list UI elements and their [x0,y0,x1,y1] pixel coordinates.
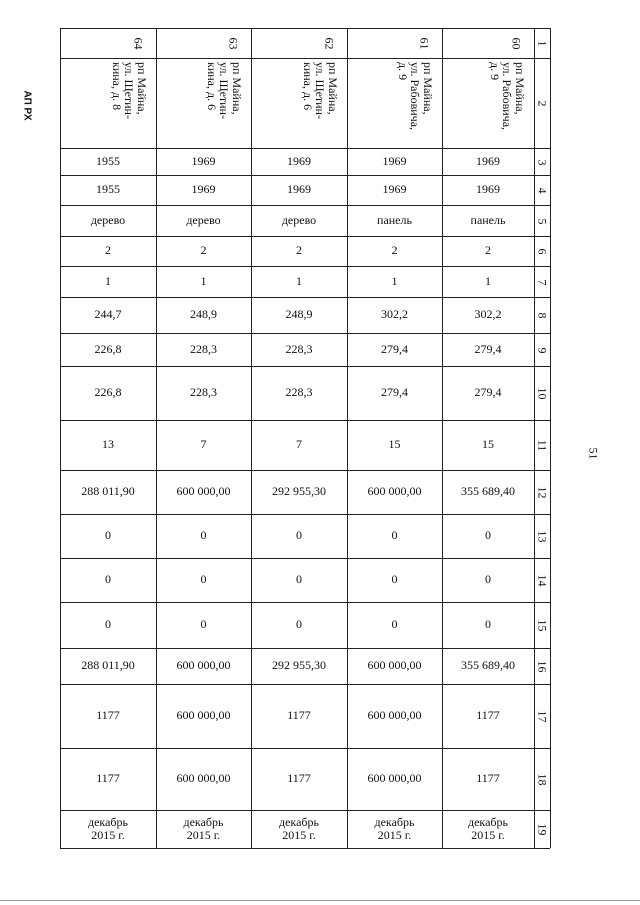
column-number-13: 13 [535,530,550,543]
table-cell: 7 [296,437,302,452]
table-cell: 226,8 [94,385,122,400]
table-cell: 1955 [96,153,120,168]
record-address: рп Майна, ул. Щетин- кина, д. 6 [300,62,340,119]
table-cell: 244,7 [94,307,122,322]
column-number-15: 15 [535,619,550,632]
table-cell: 228,3 [190,341,217,356]
table-cell: 0 [105,572,111,587]
table-cell: 355 689,40 [461,484,515,499]
column-number-18: 18 [535,773,550,786]
record-id: 63 [226,37,241,50]
table-cell: 1 [296,273,302,288]
table-cell: 1969 [191,153,216,168]
table-cell: 0 [485,528,491,543]
table-cell: 1 [391,273,398,288]
table-cell: дерево [90,212,126,227]
column-number-12: 12 [535,486,550,499]
column-number-16: 16 [535,660,550,673]
column-number-5: 5 [535,218,550,224]
column-number-10: 10 [535,387,550,400]
table-cell: дерево [186,212,221,227]
table-cell: 7 [200,437,207,452]
table-cell: 600 000,00 [176,658,231,673]
table-cell: 0 [485,617,491,632]
table-cell: декабрь 2015 г. [374,814,415,842]
column-number-14: 14 [535,574,550,587]
table-cell: 0 [200,617,207,632]
table-cell: 1969 [287,182,311,197]
record-id: 64 [131,37,146,50]
table-cell: панель [470,212,506,227]
table-cell: 1 [485,273,491,288]
column-number-11: 11 [535,439,550,452]
table-cell: декабрь 2015 г. [183,814,224,842]
grid-line [550,28,551,848]
table-cell: 292 955,30 [272,484,326,499]
table-cell: дерево [281,212,317,227]
column-number-1: 1 [535,40,550,47]
table-cell: 302,2 [474,307,502,322]
record-address: рп Майна, ул. Рабовича, д. 9 [395,62,435,131]
table-cell: 15 [388,437,401,452]
page-number: 51 [586,447,601,460]
table-cell: 0 [105,617,111,632]
table-cell: декабрь 2015 г. [88,814,128,842]
table-cell: 288 011,90 [81,658,135,673]
column-number-2: 2 [535,100,550,107]
table-cell: 600 000,00 [176,708,231,723]
table-cell: 279,4 [474,385,502,400]
table-cell: 1969 [382,153,407,168]
table-cell: 0 [200,528,207,543]
table-cell: 226,8 [94,341,122,356]
table-cell: 2 [296,243,302,258]
table-cell: 15 [482,437,494,452]
record-address: рп Майна, ул. Щетин- кина, д. 8 [109,62,149,119]
table-cell: 0 [391,572,398,587]
column-number-9: 9 [535,347,550,353]
table-cell: 302,2 [381,307,408,322]
table-cell: 279,4 [381,385,408,400]
table-cell: 1969 [476,182,500,197]
table-cell: 2 [485,243,491,258]
table-cell: 1177 [287,708,311,723]
table-cell: 1969 [287,153,311,168]
table-cell: 288 011,90 [81,484,135,499]
record-id: 60 [509,37,524,50]
table-cell: панель [377,212,412,227]
record-id: 62 [322,37,337,50]
table-cell: 600 000,00 [367,771,422,786]
table-cell: 248,9 [285,307,313,322]
table-cell: 600 000,00 [176,771,231,786]
table-cell: 1177 [96,708,120,723]
table-cell: 0 [296,572,302,587]
table-cell: декабрь 2015 г. [279,814,319,842]
table-cell: 0 [485,572,491,587]
table-cell: 2 [105,243,111,258]
column-number-4: 4 [535,187,550,194]
table-cell: 2 [200,243,207,258]
table-cell: декабрь 2015 г. [468,814,508,842]
table-cell: 600 000,00 [176,484,231,499]
table-cell: 1177 [476,708,500,723]
archive-stamp-label: АП РХ [21,90,33,121]
column-number-6: 6 [535,248,550,255]
table-cell: 1177 [96,771,120,786]
table-cell: 292 955,30 [272,658,326,673]
record-address: рп Майна, ул. Рабовича, д. 9 [487,62,527,131]
table-cell: 279,4 [381,341,408,356]
table-cell: 228,3 [190,385,217,400]
column-number-8: 8 [535,312,550,319]
table-cell: 1177 [287,771,311,786]
table-cell: 600 000,00 [367,658,422,673]
table-cell: 0 [200,572,207,587]
table-cell: 1177 [476,771,500,786]
grid-line [60,28,550,29]
column-number-7: 7 [535,279,550,285]
column-number-17: 17 [535,710,550,723]
table-cell: 600 000,00 [367,484,422,499]
table-cell: 2 [391,243,398,258]
grid-line [60,848,550,849]
table-cell: 1 [200,273,207,288]
table-cell: 279,4 [474,341,502,356]
table-cell: 1955 [96,182,120,197]
table-cell: 228,3 [285,385,313,400]
table-cell: 13 [102,437,114,452]
table-cell: 1 [105,273,111,288]
table-cell: 0 [296,528,302,543]
record-id: 61 [417,37,432,50]
table-cell: 0 [296,617,302,632]
table-cell: 248,9 [190,307,217,322]
column-number-19: 19 [535,823,550,836]
grid-line [60,58,550,59]
table-cell: 0 [391,528,398,543]
table-cell: 600 000,00 [367,708,422,723]
table-cell: 228,3 [285,341,313,356]
footer-rule [0,900,640,901]
column-number-3: 3 [535,159,550,165]
table-cell: 355 689,40 [461,658,515,673]
table-cell: 0 [391,617,398,632]
table-cell: 0 [105,528,111,543]
table-cell: 1969 [382,182,407,197]
record-address: рп Майна, ул. Щетин- кина, д. 6 [204,62,244,119]
table-cell: 1969 [476,153,500,168]
table-cell: 1969 [191,182,216,197]
